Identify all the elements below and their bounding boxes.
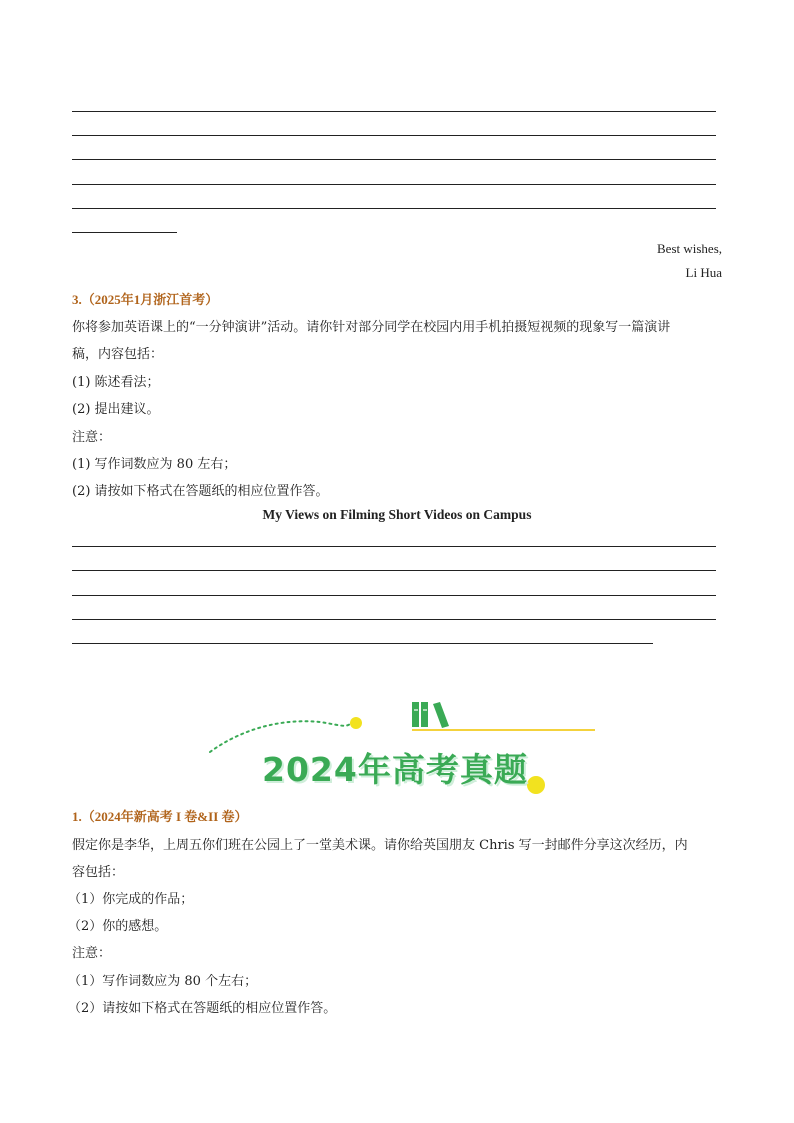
question-3-note: (2) 请按如下格式在答题纸的相应位置作答。 (72, 484, 329, 499)
question-1-requirement: （1）你完成的作品； (68, 892, 194, 907)
dot-yellow-small (350, 717, 362, 729)
letter-closing-name: Li Hua (685, 265, 722, 280)
answer-line (72, 619, 716, 620)
question-3-note-label: 注意： (72, 430, 112, 445)
book (421, 702, 428, 727)
question-3-heading: 3.（2025年1月浙江首考） (72, 292, 219, 307)
answer-line (72, 570, 716, 571)
answer-line (72, 546, 716, 547)
answer-line (72, 595, 716, 596)
answer-line (72, 111, 716, 112)
answer-line (72, 135, 716, 136)
question-3-requirement: (1) 陈述看法； (72, 375, 160, 390)
question-1-prompt: 假定你是李华，上周五你们班在公园上了一堂美术课。请你给英国朋友 Chris 写一封邮件分享这次经历，内 (72, 838, 688, 853)
question-1-note-label: 注意： (72, 946, 112, 961)
answer-line (72, 208, 716, 209)
essay-title: My Views on Filming Short Videos on Campus (262, 507, 532, 522)
question-3-prompt-cont: 稿，内容包括： (72, 347, 164, 362)
question-1-note: （2）请按如下格式在答题纸的相应位置作答。 (68, 1001, 337, 1016)
answer-line-short (72, 232, 177, 233)
question-3-requirement: (2) 提出建议。 (72, 402, 160, 417)
question-1-note: （1）写作词数应为 80 个左右； (68, 974, 258, 989)
question-1-requirement: （2）你的感想。 (68, 919, 168, 934)
book-tilted (433, 702, 449, 728)
question-3-prompt: 你将参加英语课上的“一分钟演讲”活动。请你针对部分同学在校园内用手机拍摄短视频的现象写一篇演讲 (72, 320, 671, 335)
answer-line (72, 643, 653, 644)
question-1-prompt-cont: 容包括： (72, 865, 125, 880)
answer-line (72, 159, 716, 160)
section-banner (200, 690, 610, 800)
letter-closing-wishes: Best wishes, (657, 241, 722, 256)
question-3-note: (1) 写作词数应为 80 左右； (72, 457, 237, 472)
question-1-heading: 1.（2024年新高考 I 卷&II 卷） (72, 809, 248, 824)
answer-line (72, 184, 716, 185)
dot-yellow-large (527, 776, 545, 794)
book (412, 702, 419, 727)
banner-title: 2024年高考真题 (262, 750, 528, 789)
